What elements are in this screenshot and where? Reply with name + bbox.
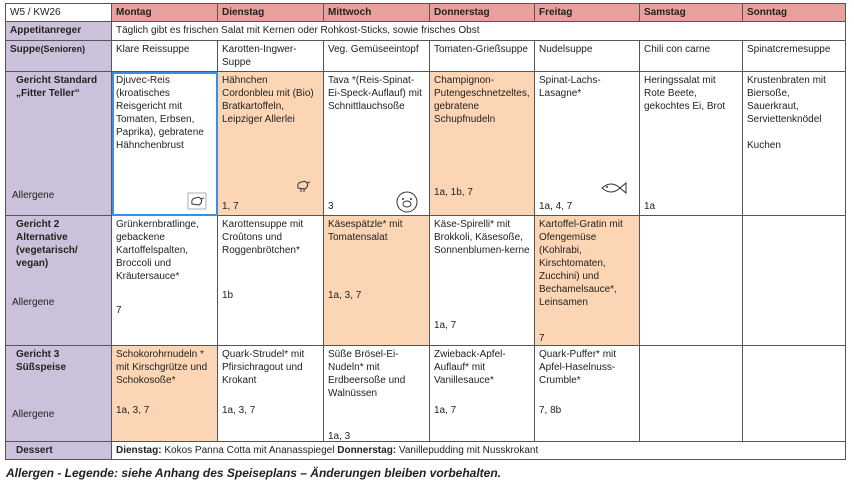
dessert-dish-allergen-label: Allergene [12, 409, 55, 420]
soup-label-note: (Senioren) [40, 44, 86, 54]
day-friday: Freitag [535, 4, 640, 22]
alt-friday: Kartoffel-Gratin mit Ofengemüse (Kohlrabi, Kirschtomaten, Zucchini) und Bechamelsauce*, Leinsamen 7 [535, 216, 640, 346]
standard-friday: Spinat-Lachs-Lasagne* 1a, 4, 7 [535, 72, 640, 216]
soup-tuesday: Karotten-Ingwer-Suppe [218, 41, 324, 72]
soup-monday: Klare Reissuppe [112, 41, 218, 72]
standard-wednesday: Tava *(Reis-Spinat-Ei-Speck-Auflauf) mit Schnittlauchsoße 3 [324, 72, 430, 216]
menu-table [5, 3, 846, 460]
dish3-wednesday: Süße Brösel-Ei-Nudeln* mit Erdbeersoße und Walnüssen 1a, 3 [324, 346, 430, 442]
chicken-icon [504, 216, 524, 221]
dish3-tuesday: Quark-Strudel* mit Pfirsichragout und Krokant 1a, 3, 7 [218, 346, 324, 442]
fish-icon [599, 180, 627, 196]
day-tuesday: Dienstag [218, 4, 324, 22]
dish3-sunday [743, 346, 846, 442]
soup-wednesday: Veg. Gemüseeintopf [324, 41, 430, 72]
day-saturday: Samstag [640, 4, 743, 22]
standard-sunday: Krustenbraten mit Biersoße, Sauerkraut, Serviettenknödel Kuchen [743, 72, 846, 216]
day-thursday: Donnerstag [430, 4, 535, 22]
day-sunday: Sonntag [743, 4, 846, 22]
dish3-friday: Quark-Puffer* mit Apfel-Haselnuss-Crumble* 7, 8b [535, 346, 640, 442]
chicken-icon [187, 192, 207, 210]
alt-monday: Grünkernbratlinge, gebackene Kartoffelspalten, Broccoli und Kräutersauce* 7 [112, 216, 218, 346]
chicken-icon [293, 176, 313, 194]
standard-allergen-label: Allergene [12, 190, 55, 201]
soup-row [6, 41, 846, 72]
alt-saturday [640, 216, 743, 346]
soup-thursday: Tomaten-Grießsuppe [430, 41, 535, 72]
pig-icon [395, 190, 419, 214]
soup-sunday: Spinatcremesuppe [743, 41, 846, 72]
alt-tuesday: Karottensuppe mit Croûtons und Roggenbrötchen* 1b [218, 216, 324, 346]
dessert-row [6, 442, 846, 460]
standard-monday[interactable]: Djuvec-Reis (kroatisches Reisgericht mit Tomaten, Erbsen, Paprika), gebratene Hähnchenbrust [112, 72, 218, 216]
alt-wednesday: Käsespätzle* mit Tomatensalat 1a, 3, 7 [324, 216, 430, 346]
header-row [6, 4, 846, 22]
dish3-thursday: Zwieback-Apfel-Auflauf* mit Vanillesauce* 1a, 7 [430, 346, 535, 442]
standard-tuesday: Hähnchen Cordonbleu mit (Bio) Bratkartoffeln, Leipziger Allerlei 1, 7 [218, 72, 324, 216]
dessert-dish-row [6, 346, 846, 442]
soup-label: Suppe(Senioren) [6, 41, 112, 72]
alt-thursday: Käse-Spirelli* mit Brokkoli, Käsesoße, Sonnenblumen-kerne 1a, 7 [430, 216, 535, 346]
alternative-label: Gericht 2 Alternative (vegetarisch/ vegan) Allergene [6, 216, 112, 346]
dessert-dish-label: Gericht 3 Süßspeise Allergene [6, 346, 112, 442]
appetizer-text: Täglich gibt es frischen Salat mit Kernen oder Rohkost-Sticks, sowie frisches Obst [112, 22, 846, 41]
appetizer-row [6, 22, 846, 41]
day-monday: Montag [112, 4, 218, 22]
alt-sunday [743, 216, 846, 346]
alternative-row [6, 216, 846, 346]
day-wednesday: Mittwoch [324, 4, 430, 22]
standard-thursday: Champignon-Putengeschnetzeltes, gebratene Schupfnudeln 1a, 1b, 7 [430, 72, 535, 216]
alternative-allergen-label: Allergene [12, 297, 55, 308]
appetizer-label: Appetitanreger [6, 22, 112, 41]
week-label: W5 / KW26 [6, 4, 112, 22]
standard-label: Gericht Standard „Fitter Teller“ Allergene [6, 72, 112, 216]
footnote: Allergen - Legende: siehe Anhang des Speiseplans – Änderungen bleiben vorbehalten. [6, 466, 501, 480]
dessert-label: Dessert [6, 442, 112, 460]
dish3-monday: Schokorohrnudeln * mit Kirschgrütze und Schokosoße* 1a, 3, 7 [112, 346, 218, 442]
soup-friday: Nudelsuppe [535, 41, 640, 72]
dessert-text: Dienstag: Kokos Panna Cotta mit Ananasspiegel Donnerstag: Vanillepudding mit Nusskrokant [112, 442, 846, 460]
standard-saturday: Heringssalat mit Rote Beete, gekochtes Ei, Brot 1a [640, 72, 743, 216]
standard-row [6, 72, 846, 216]
dish3-saturday [640, 346, 743, 442]
soup-saturday: Chili con carne [640, 41, 743, 72]
